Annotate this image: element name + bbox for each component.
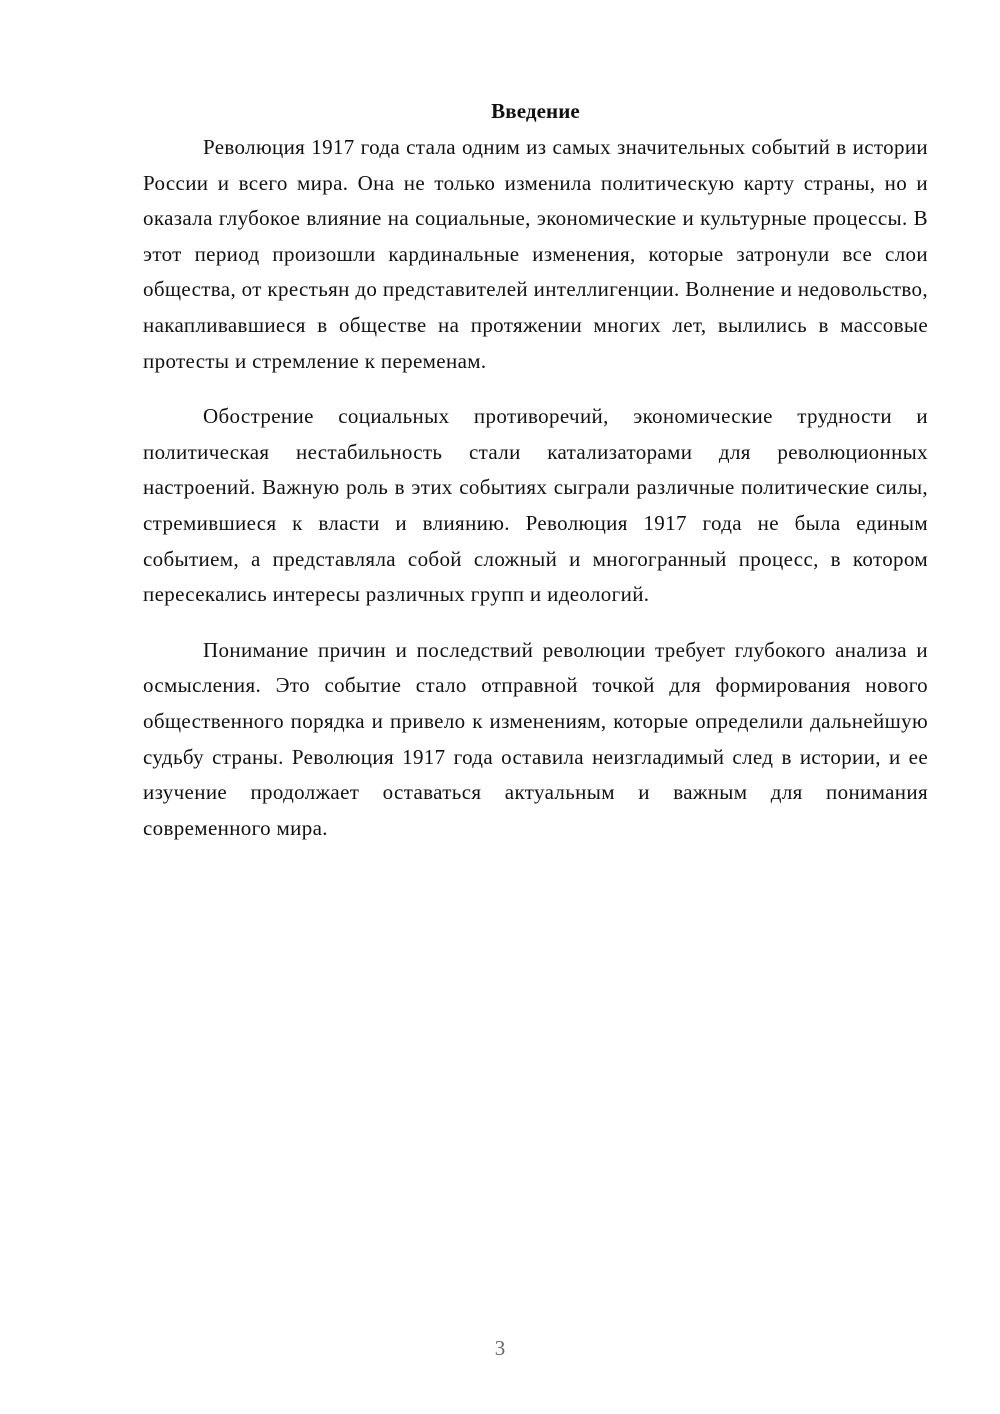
- page-content: [143, 96, 928, 866]
- page-number: 3: [494, 1336, 506, 1360]
- paragraph-2: Обострение социальных противоречий, экономические трудности и политическая нестабильность стали катализаторами для революционных настроений. Важную роль в этих событиях сыграли различные политические силы, стремившиеся к власти и влиянию. Революция 1917 года не была единым событием, а представляла собой сложный и многогранный процесс, в котором пересекались интересы различных групп и идеологий.: [143, 404, 928, 607]
- paragraph-1: Революция 1917 года стала одним из самых значительных событий в истории России и всего мира. Она не только изменила политическую карту страны, но и оказала глубокое влияние на социальные, экономические и культурные процессы. В этот период произошли кардинальные изменения, которые затронули все слои общества, от крестьян до представителей интеллигенции. Волнение и недовольство, накапливавшиеся в обществе на протяжении многих лет, вылились в массовые протесты и стремление к переменам.: [143, 135, 928, 373]
- paragraph-3: Понимание причин и последствий революции требует глубокого анализа и осмысления. Это событие стало отправной точкой для формирования нового общественного порядка и привело к изменениям, которые определили дальнейшую судьбу страны. Революция 1917 года оставила неизгладимый след в истории, и ее изучение продолжает оставаться актуальным и важным для понимания современного мира.: [143, 637, 928, 840]
- section-title: Введение: [491, 99, 580, 123]
